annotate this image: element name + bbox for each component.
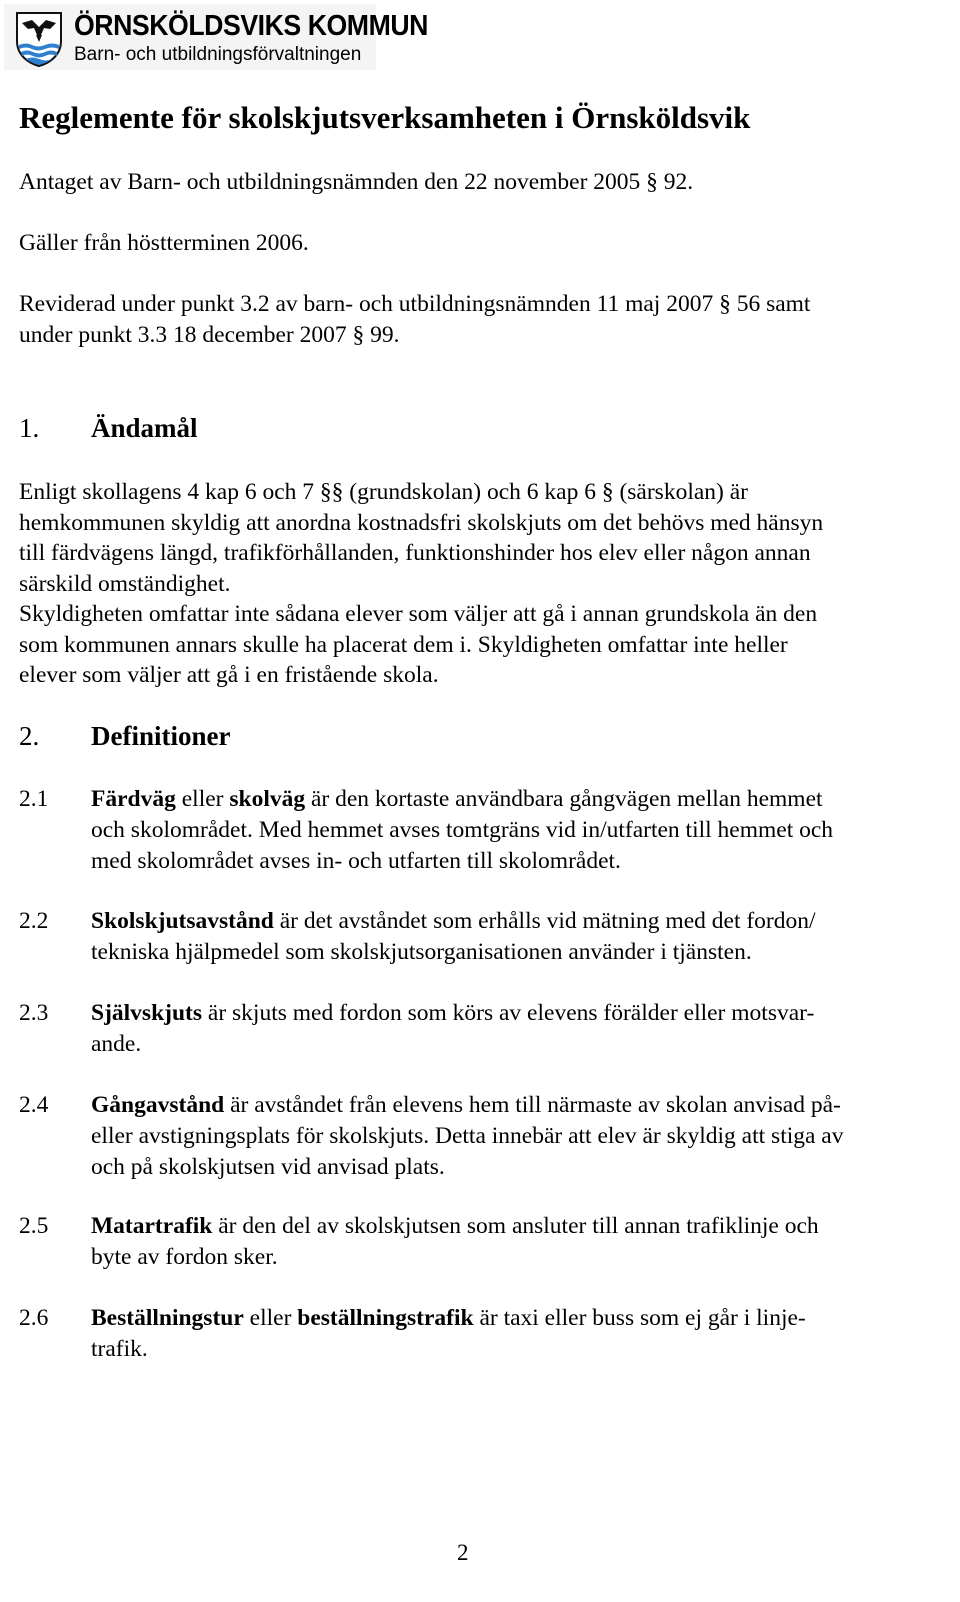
definition-number: 2.1 [19, 786, 49, 812]
section-1-line: Skyldigheten omfattar inte sådana elever som väljer att gå i annan grundskola än den [19, 601, 818, 627]
revised-line-2: under punkt 3.3 18 december 2007 § 99. [19, 322, 400, 348]
definition-text: trafik. [91, 1336, 148, 1362]
definition-number: 2.2 [19, 908, 49, 934]
definition-text: och på skolskjutsen vid anvisad plats. [91, 1154, 445, 1180]
definition-text: med skolområdet avses in- och utfarten till skolområdet. [91, 848, 621, 874]
revised-line-1: Reviderad under punkt 3.2 av barn- och utbildningsnämnden 11 maj 2007 § 56 samt [19, 291, 811, 317]
org-name: ÖRNSKÖLDSVIKS KOMMUN [74, 10, 428, 42]
section-1-heading [19, 413, 198, 444]
definition-term: Färdväg [91, 786, 176, 812]
section-1-line: elever som väljer att gå i en fristående skola. [19, 662, 439, 688]
section-2-heading [19, 721, 230, 752]
section-2-title: Definitioner [91, 721, 231, 751]
definition-number: 2.6 [19, 1305, 49, 1331]
definition-text: är taxi eller buss som ej går i linje- [473, 1305, 806, 1331]
definition-text: byte av fordon sker. [91, 1244, 278, 1270]
org-department: Barn- och utbildningsförvaltningen [74, 44, 362, 65]
section-1-number: 1. [19, 413, 40, 443]
definition-text: är skjuts med fordon som körs av elevens förälder eller motsvar- [202, 1000, 815, 1026]
definition-term: Självskjuts [91, 1000, 203, 1026]
definition-number: 2.5 [19, 1213, 49, 1239]
definition-term: Beställningstur [91, 1305, 244, 1331]
definition-term: Skolskjutsavstånd [91, 908, 274, 934]
definition-number: 2.4 [19, 1092, 49, 1118]
definition-term: skolväg [229, 786, 306, 812]
section-1-line: särskild omständighet. [19, 571, 231, 597]
definition-text: ande. [91, 1031, 142, 1057]
section-1-line: till färdvägens längd, trafikförhållanden, funktionshinder hos elev eller någon annan [19, 540, 811, 566]
section-2-number: 2. [19, 721, 40, 751]
definition-text: är den kortaste användbara gångvägen mellan hemmet [305, 786, 823, 812]
document-title: Reglemente för skolskjutsverksamheten i Örnsköldsvik [19, 100, 751, 135]
section-1-line: som kommunen annars skulle ha placerat dem i. Skyldigheten omfattar inte heller [19, 632, 788, 658]
definition-text: tekniska hjälpmedel som skolskjutsorganisationen använder i tjänsten. [91, 939, 752, 965]
definition-term: Matartrafik [91, 1213, 213, 1239]
definition-text: eller avstigningsplats för skolskjuts. Detta innebär att elev är skyldig att stiga av [91, 1123, 844, 1149]
definition-text: är avståndet från elevens hem till närmaste av skolan anvisad på- [224, 1092, 841, 1118]
page-number: 2 [457, 1540, 469, 1565]
section-1-line: hemkommunen skyldig att anordna kostnadsfri skolskjuts om det behövs med hänsyn [19, 510, 824, 536]
definition-term: Gångavstånd [91, 1092, 225, 1118]
adopted-line: Antaget av Barn- och utbildningsnämnden den 22 november 2005 § 92. [19, 169, 694, 195]
definition-text: är den del av skolskjutsen som ansluter till annan trafiklinje och [212, 1213, 819, 1239]
valid-from-line: Gäller från höstterminen 2006. [19, 230, 309, 256]
definition-text: och skolområdet. Med hemmet avses tomtgräns vid in/utfarten till hemmet och [91, 817, 834, 843]
section-1-line: Enligt skollagens 4 kap 6 och 7 §§ (grundskolan) och 6 kap 6 § (särskolan) är [19, 479, 748, 505]
section-1-title: Ändamål [91, 413, 198, 443]
definition-term: beställningstrafik [297, 1305, 474, 1331]
definition-text: är det avståndet som erhålls vid mätning med det fordon/ [273, 908, 816, 934]
municipal-crest-icon [14, 11, 64, 67]
definition-number: 2.3 [19, 1000, 49, 1026]
definition-connector: eller [243, 1305, 298, 1331]
municipality-logo [4, 4, 428, 70]
definition-connector: eller [175, 786, 230, 812]
